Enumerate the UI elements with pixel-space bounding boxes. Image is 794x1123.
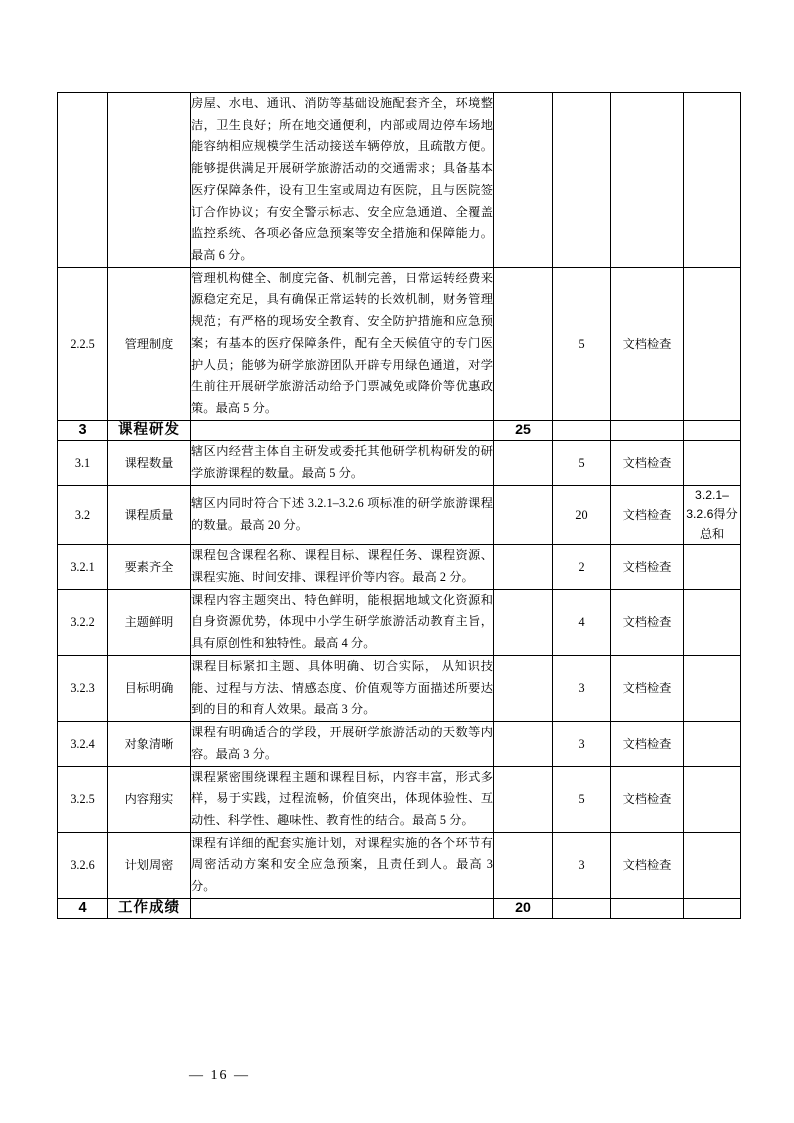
row-description-cell <box>191 420 494 441</box>
table-row <box>58 898 741 919</box>
row-score-cell: 5 <box>553 267 611 420</box>
page-footer <box>0 1068 794 1084</box>
row-number-cell: 2.2.5 <box>58 267 108 420</box>
row-score-cell: 2 <box>553 545 611 589</box>
row-item-name-cell: 主题鲜明 <box>108 589 191 655</box>
row-group-score-cell: 20 <box>494 898 553 919</box>
row-method-cell <box>611 898 684 919</box>
table-row <box>58 441 741 485</box>
row-remark-cell <box>684 420 741 441</box>
row-item-name-cell: 课程质量 <box>108 485 191 545</box>
row-method-cell: 文档检查 <box>611 655 684 721</box>
row-number-cell: 3.2.6 <box>58 832 108 898</box>
row-description-cell: 管理机构健全、制度完备、机制完善，日常运转经费来源稳定充足，具有确保正常运转的长效机制，财务管理规范；有严格的现场安全教育、安全防护措施和应急预案；有基本的医疗保障条件，配有全天候值守的专门医护人员；能够为研学旅游团队开辟专用绿色通道，对学生前往开展研学旅游活动给予门票减免或降价等优惠政策。最高 5 分。 <box>191 267 494 420</box>
row-remark-cell <box>684 441 741 485</box>
row-item-name-cell: 课程数量 <box>108 441 191 485</box>
row-score-cell: 5 <box>553 766 611 832</box>
row-item-name-cell: 内容翔实 <box>108 766 191 832</box>
row-remark-cell <box>684 545 741 589</box>
row-score-cell: 4 <box>553 589 611 655</box>
row-method-cell: 文档检查 <box>611 832 684 898</box>
row-number-cell: 3.2 <box>58 485 108 545</box>
row-group-score-cell: 25 <box>494 420 553 441</box>
row-group-score-cell <box>494 485 553 545</box>
row-description-cell: 辖区内经营主体自主研发或委托其他研学机构研发的研学旅游课程的数量。最高 5 分。 <box>191 441 494 485</box>
row-group-score-cell <box>494 441 553 485</box>
row-description-cell: 课程有明确适合的学段，开展研学旅游活动的天数等内容。最高 3 分。 <box>191 722 494 766</box>
row-item-name-cell: 课程研发 <box>108 420 191 441</box>
row-score-cell: 5 <box>553 441 611 485</box>
row-description-cell: 课程包含课程名称、课程目标、课程任务、课程资源、课程实施、时间安排、课程评价等内容。最高 2 分。 <box>191 545 494 589</box>
row-remark-cell <box>684 589 741 655</box>
row-number-cell: 3 <box>58 420 108 441</box>
row-description-cell: 课程有详细的配套实施计划，对课程实施的各个环节有周密活动方案和安全应急预案，且责任到人。最高 3 分。 <box>191 832 494 898</box>
table-row <box>58 655 741 721</box>
row-group-score-cell <box>494 267 553 420</box>
row-remark-cell <box>684 722 741 766</box>
row-number-cell: 3.2.2 <box>58 589 108 655</box>
table-row <box>58 93 741 268</box>
table-row <box>58 766 741 832</box>
row-item-name-cell: 目标明确 <box>108 655 191 721</box>
row-group-score-cell <box>494 766 553 832</box>
row-description-cell: 课程紧密围绕课程主题和课程目标，内容丰富，形式多样，易于实践，过程流畅，价值突出，体现体验性、互动性、科学性、趣味性、教育性的结合。最高 5 分。 <box>191 766 494 832</box>
row-number-cell: 3.2.5 <box>58 766 108 832</box>
row-description-cell: 辖区内同时符合下述 3.2.1–3.2.6 项标准的研学旅游课程的数量。最高 20 分。 <box>191 485 494 545</box>
row-group-score-cell <box>494 722 553 766</box>
row-method-cell: 文档检查 <box>611 441 684 485</box>
table-row <box>58 545 741 589</box>
row-number-cell <box>58 93 108 268</box>
table-row <box>58 267 741 420</box>
row-remark-cell <box>684 655 741 721</box>
row-group-score-cell <box>494 93 553 268</box>
row-group-score-cell <box>494 655 553 721</box>
row-number-cell: 3.2.4 <box>58 722 108 766</box>
row-item-name-cell: 计划周密 <box>108 832 191 898</box>
row-item-name-cell: 工作成绩 <box>108 898 191 919</box>
row-description-cell <box>191 898 494 919</box>
table-row <box>58 722 741 766</box>
row-number-cell: 3.2.3 <box>58 655 108 721</box>
row-remark-cell <box>684 898 741 919</box>
row-score-cell: 3 <box>553 655 611 721</box>
row-group-score-cell <box>494 589 553 655</box>
row-number-cell: 4 <box>58 898 108 919</box>
row-score-cell <box>553 420 611 441</box>
row-remark-cell <box>684 93 741 268</box>
row-score-cell <box>553 93 611 268</box>
row-remark-cell: 3.2.1–3.2.6得分总和 <box>684 485 741 545</box>
page-number: — 16 — <box>189 1068 250 1083</box>
table-row <box>58 420 741 441</box>
row-remark-cell <box>684 766 741 832</box>
table-row <box>58 485 741 545</box>
row-group-score-cell <box>494 545 553 589</box>
row-score-cell <box>553 898 611 919</box>
row-remark-cell <box>684 832 741 898</box>
evaluation-criteria-table <box>57 92 741 919</box>
row-score-cell: 3 <box>553 722 611 766</box>
row-number-cell: 3.2.1 <box>58 545 108 589</box>
row-group-score-cell <box>494 832 553 898</box>
row-item-name-cell: 要素齐全 <box>108 545 191 589</box>
row-description-cell: 房屋、水电、通讯、消防等基础设施配套齐全，环境整洁，卫生良好；所在地交通便利，内部或周边停车场地能容纳相应规模学生活动接送车辆停放，且疏散方便。能够提供满足开展研学旅游活动的交通需求；具备基本医疗保障条件，设有卫生室或周边有医院，且与医院签订合作协议；有安全警示标志、安全应急通道、全覆盖监控系统、各项必备应急预案等安全措施和保障能力。最高 6 分。 <box>191 93 494 268</box>
row-method-cell <box>611 93 684 268</box>
row-score-cell: 20 <box>553 485 611 545</box>
row-method-cell: 文档检查 <box>611 545 684 589</box>
row-item-name-cell: 对象清晰 <box>108 722 191 766</box>
row-description-cell: 课程目标紧扣主题、具体明确、切合实际， 从知识技能、过程与方法、情感态度、价值观等方面描述所要达到的目的和育人效果。最高 3 分。 <box>191 655 494 721</box>
row-method-cell: 文档检查 <box>611 485 684 545</box>
row-method-cell <box>611 420 684 441</box>
row-score-cell: 3 <box>553 832 611 898</box>
row-method-cell: 文档检查 <box>611 589 684 655</box>
table-row <box>58 832 741 898</box>
row-method-cell: 文档检查 <box>611 766 684 832</box>
row-remark-cell <box>684 267 741 420</box>
row-method-cell: 文档检查 <box>611 722 684 766</box>
row-item-name-cell: 管理制度 <box>108 267 191 420</box>
table-body <box>58 93 741 919</box>
row-method-cell: 文档检查 <box>611 267 684 420</box>
row-number-cell: 3.1 <box>58 441 108 485</box>
row-description-cell: 课程内容主题突出、特色鲜明，能根据地域文化资源和自身资源优势，体现中小学生研学旅游活动教育主旨，具有原创性和独特性。最高 4 分。 <box>191 589 494 655</box>
table-row <box>58 589 741 655</box>
row-item-name-cell <box>108 93 191 268</box>
